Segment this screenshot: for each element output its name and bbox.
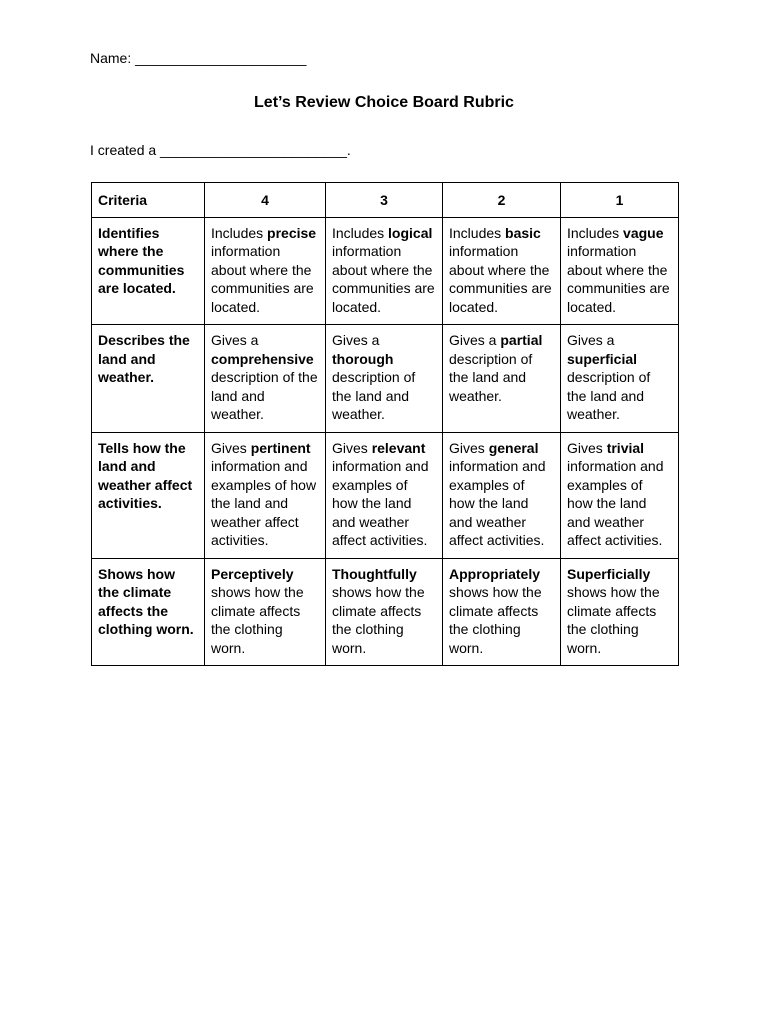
keyword: precise [267, 224, 317, 241]
rubric-row-land-weather [92, 325, 679, 433]
keyword: general [488, 439, 539, 456]
score-cell-2: Includes basic information about where the communities are located. [443, 217, 561, 325]
keyword: basic [505, 224, 541, 241]
rubric-row-location [92, 217, 679, 325]
criteria-cell: Shows how the climate affects the clothing worn. [92, 558, 205, 666]
score-header-3: 3 [326, 183, 443, 218]
score-cell-2: Gives a partial description of the land and weather. [443, 325, 561, 433]
keyword: trivial [606, 439, 645, 456]
score-cell-4: Gives pertinent information and examples of how the land and weather affect activities. [205, 432, 326, 558]
score-cell-4: Perceptively shows how the climate affects the clothing worn. [205, 558, 326, 666]
keyword: Thoughtfully [332, 565, 417, 582]
created-line: I created a ________________________. [90, 142, 351, 158]
score-cell-4: Gives a comprehensive description of the land and weather. [205, 325, 326, 433]
keyword: thorough [332, 350, 394, 367]
score-cell-1: Superficially shows how the climate affects the clothing worn. [561, 558, 679, 666]
criteria-cell: Identifies where the communities are located. [92, 217, 205, 325]
score-cell-3: Thoughtfully shows how the climate affects the clothing worn. [326, 558, 443, 666]
keyword: superficial [567, 350, 638, 367]
criteria-cell: Tells how the land and weather affect activities. [92, 432, 205, 558]
score-cell-2: Gives general information and examples of how the land and weather affect activities. [443, 432, 561, 558]
keyword: vague [623, 224, 664, 241]
rubric-row-clothing [92, 558, 679, 666]
score-cell-1: Includes vague information about where the communities are located. [561, 217, 679, 325]
keyword: Appropriately [449, 565, 541, 582]
keyword: pertinent [250, 439, 311, 456]
rubric-table [91, 182, 679, 666]
score-header-2: 2 [443, 183, 561, 218]
score-cell-3: Gives relevant information and examples of how the land and weather affect activities. [326, 432, 443, 558]
criteria-cell: Describes the land and weather. [92, 325, 205, 433]
keyword: comprehensive [211, 350, 314, 367]
score-cell-1: Gives a superficial description of the land and weather. [561, 325, 679, 433]
keyword: Perceptively [211, 565, 294, 582]
score-cell-1: Gives trivial information and examples of how the land and weather affect activities. [561, 432, 679, 558]
score-header-1: 1 [561, 183, 679, 218]
score-cell-2: Appropriately shows how the climate affects the clothing worn. [443, 558, 561, 666]
keyword: logical [388, 224, 433, 241]
score-header-4: 4 [205, 183, 326, 218]
score-cell-3: Includes logical information about where the communities are located. [326, 217, 443, 325]
criteria-header: Criteria [92, 183, 205, 218]
name-line: Name: ______________________ [90, 50, 307, 66]
keyword: Superficially [567, 565, 651, 582]
rubric-row-activities [92, 432, 679, 558]
rubric-header-row [92, 183, 679, 218]
page-title: Let’s Review Choice Board Rubric [254, 94, 514, 111]
score-cell-3: Gives a thorough description of the land and weather. [326, 325, 443, 433]
keyword: partial [500, 332, 543, 348]
score-cell-4: Includes precise information about where the communities are located. [205, 217, 326, 325]
keyword: relevant [371, 439, 426, 456]
